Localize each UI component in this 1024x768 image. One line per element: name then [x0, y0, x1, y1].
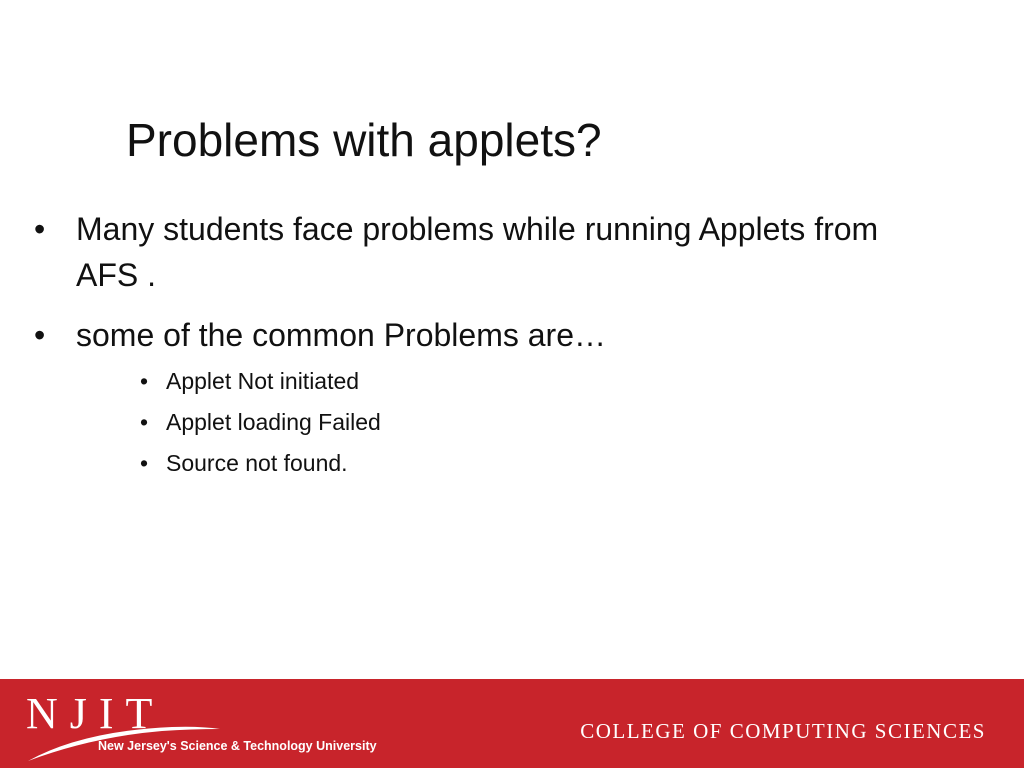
sub-bullet-marker: •: [140, 450, 149, 476]
college-name: COLLEGE OF COMPUTING SCIENCES: [580, 719, 986, 743]
sub-bullet-text: Applet Not initiated: [166, 368, 360, 394]
bullet-item: [30, 312, 930, 358]
bullet-text: Many students face problems while running Applets from AFS .: [76, 211, 879, 293]
sub-bullet-text: Applet loading Failed: [166, 409, 381, 435]
bullet-marker: •: [34, 317, 46, 353]
logo-wordmark: NJIT: [26, 689, 165, 738]
bullet-list: [30, 206, 930, 489]
sub-bullet-item: [30, 448, 930, 478]
bullet-item: [30, 206, 930, 298]
logo-tagline: New Jersey's Science & Technology University: [98, 739, 377, 753]
footer-bar: [0, 679, 1024, 768]
sub-bullet-text: Source not found.: [166, 450, 348, 476]
sub-bullet-list: [30, 366, 930, 478]
bullet-text: some of the common Problems are…: [76, 317, 606, 353]
sub-bullet-marker: •: [140, 409, 149, 435]
sub-bullet-item: [30, 366, 930, 396]
bullet-marker: •: [34, 211, 46, 247]
sub-bullet-marker: •: [140, 368, 149, 394]
njit-logo: [22, 687, 382, 763]
slide-title: Problems with applets?: [126, 114, 602, 166]
sub-bullet-item: [30, 407, 930, 437]
